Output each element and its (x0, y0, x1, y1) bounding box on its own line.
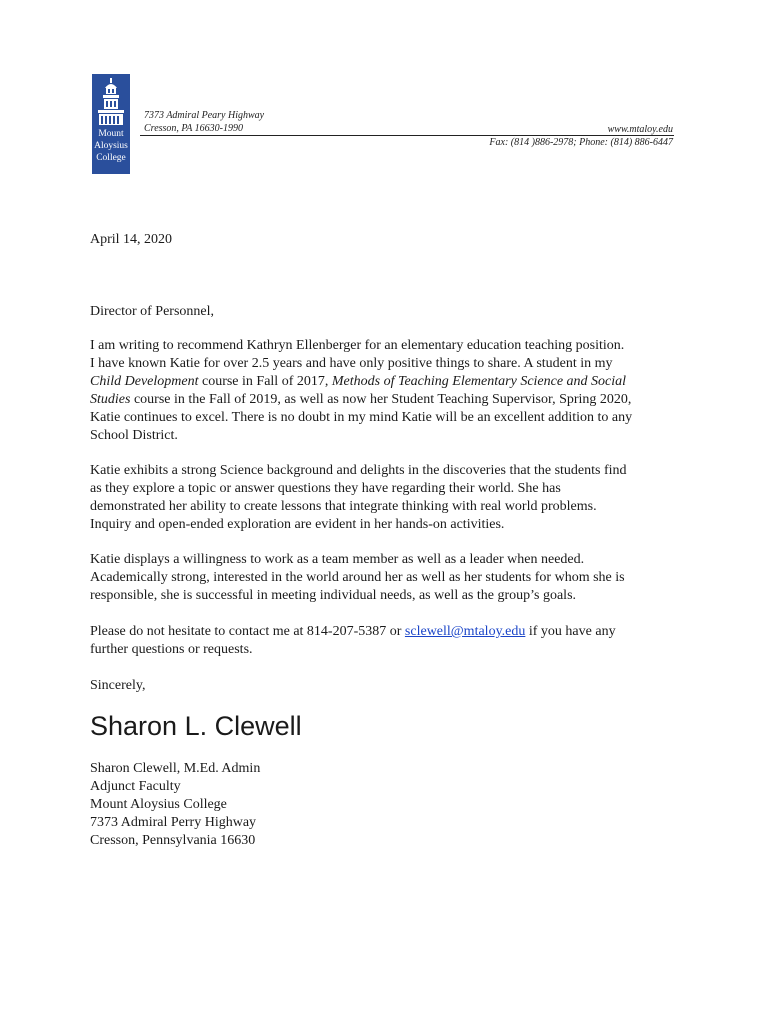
paragraph-line (90, 391, 690, 409)
paragraph-line: demonstrated her ability to create lessons that integrate thinking with real world problems. (90, 499, 597, 514)
paragraph-line: I am writing to recommend Kathryn Ellenberger for an elementary education teaching position. (90, 338, 625, 353)
paragraph-line: further questions or requests. (90, 642, 253, 657)
logo-wordmark (92, 128, 130, 164)
paragraph-line: Inquiry and open-ended exploration are evident in her hands-on activities. (90, 517, 505, 532)
course-title: Methods of Teaching Elementary Science and Social (331, 374, 627, 389)
signature-street: 7373 Admiral Perry Highway (90, 815, 257, 830)
paragraph-line: I have known Katie for over 2.5 years and have only positive things to share. A student in my (90, 356, 613, 371)
signature-city: Cresson, Pennsylvania 16630 (90, 833, 256, 848)
paragraph-line: Katie continues to excel. There is no doubt in my mind Katie will be an excellent addition to any (90, 410, 633, 425)
course-title: Child Development (90, 374, 199, 389)
paragraph-line (90, 623, 690, 641)
signature-name: Sharon Clewell, M.Ed. Admin (90, 761, 261, 776)
letterhead-divider (140, 135, 674, 136)
logo-word-college: College (96, 153, 126, 163)
paragraph-line: responsible, she is successful in meeting individual needs, as well as the group’s goals. (90, 588, 577, 603)
paragraph-line: Academically strong, interested in the world around her as well as her students for whom she is (90, 570, 625, 585)
email-link[interactable]: sclewell@mtaloy.edu (404, 624, 526, 639)
paragraph-1 (90, 337, 690, 445)
logo-word-aloysius: Aloysius (94, 141, 128, 151)
paragraph-line (90, 373, 690, 391)
paragraph-3 (90, 551, 690, 605)
paragraph-line: as they explore a topic or answer questions they have regarding their world. She has (90, 481, 561, 496)
letterhead-address-line1: 7373 Admiral Peary Highway (144, 110, 265, 121)
letter-closing: Sincerely, (90, 678, 146, 693)
signature-title: Adjunct Faculty (90, 779, 181, 794)
letter-salutation: Director of Personnel, (90, 304, 215, 319)
paragraph-line: Katie exhibits a strong Science background and delights in the discoveries that the students find (90, 463, 627, 478)
signature-institution: Mount Aloysius College (90, 797, 227, 812)
text-span: if you have any (525, 624, 616, 639)
letterhead-website[interactable]: www.mtaloy.edu (607, 124, 673, 135)
course-title: Studies (90, 392, 131, 407)
letter-date: April 14, 2020 (90, 232, 173, 247)
building-tower-icon (92, 74, 130, 128)
college-logo (92, 74, 130, 174)
signature-block (90, 760, 690, 850)
logo-word-mount: Mount (98, 129, 124, 139)
text-span: course in the Fall of 2019, as well as now her Student Teaching Supervisor, Spring 2020, (130, 392, 632, 407)
letterhead-contact: Fax: (814 )886-2978; Phone: (814) 886-6447 (489, 137, 673, 148)
paragraph-line: School District. (90, 428, 178, 443)
paragraph-line: Katie displays a willingness to work as a team member as well as a leader when needed. (90, 552, 585, 567)
paragraph-2 (90, 462, 690, 534)
signature: Sharon L. Clewell (90, 711, 302, 741)
text-span: Please do not hesitate to contact me at 814-207-5387 or (90, 624, 405, 639)
letterhead-address-line2: Cresson, PA 16630-1990 (144, 123, 243, 134)
paragraph-4 (90, 623, 690, 659)
text-span: course in Fall of 2017, (198, 374, 332, 389)
